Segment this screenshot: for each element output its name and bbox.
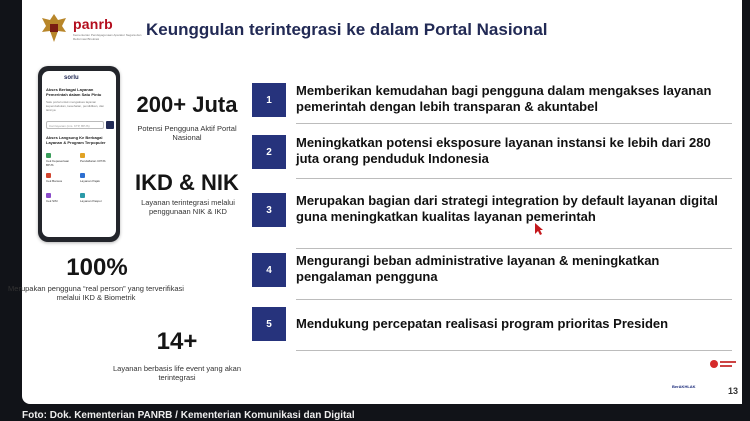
bangga-melayani-logo-icon xyxy=(708,356,738,378)
phone-screen xyxy=(42,71,116,237)
item-text: Mengurangi beban administrative layanan & meningkatkan pengalaman pengguna xyxy=(296,253,660,284)
service-icon xyxy=(80,153,85,158)
phone-paragraph: Satu portal untuk mengakses layanan kependudukan, kesehatan, pendidikan, dan lainnya xyxy=(46,100,105,112)
phone-search-button xyxy=(106,121,114,129)
phone-service: Layanan Paspor xyxy=(80,193,110,203)
stat-value: 100% xyxy=(66,254,128,281)
phone-mockup xyxy=(38,66,120,242)
stat-value: 200+ Juta xyxy=(136,92,238,117)
service-icon xyxy=(80,193,85,198)
berakhlak-logo: BerAKHLAK xyxy=(672,384,696,389)
app-logo: sorlu xyxy=(64,75,79,81)
image-caption: Foto: Dok. Kementerian PANRB / Kementerian Komunikasi dan Digital xyxy=(22,410,355,421)
slide-title: Keunggulan terintegrasi ke dalam Portal Nasional xyxy=(146,20,548,39)
divider xyxy=(296,178,732,179)
item-text: Meningkatkan potensi eksposure layanan instansi ke lebih dari 280 juta orang penduduk Indonesia xyxy=(296,135,711,166)
phone-service: Cek SIM xyxy=(46,193,76,203)
stat-value: 14+ xyxy=(156,328,198,355)
service-icon xyxy=(46,193,51,198)
item-number: 4 xyxy=(252,253,286,287)
stat-value: IKD & NIK xyxy=(135,170,239,195)
mouse-cursor-icon xyxy=(534,222,544,236)
divider xyxy=(296,248,732,249)
slide xyxy=(8,0,742,404)
service-icon xyxy=(46,153,51,158)
item-text: Mendukung percepatan realisasi program prioritas Presiden xyxy=(296,316,669,331)
brand-name: panrb xyxy=(73,16,113,32)
phone-search-input: Cari layanan (mis. KTP, BPJS) xyxy=(46,121,104,129)
brand-subtitle: Kementerian Pendayagunaan Aparatur Negara dan Reformasi Birokrasi xyxy=(73,33,142,41)
stat-description: Layanan terintegrasi melalui penggunaan NIK & IKD xyxy=(141,198,235,216)
phone-service: Cek Kepesertaan BPJS xyxy=(46,153,76,167)
service-icon xyxy=(46,173,51,178)
stat-description: Layanan berbasis life event yang akan terintegrasi xyxy=(112,364,241,382)
phone-heading: Akses Berbagai Layanan Pemerintah dalam Satu Pintu xyxy=(46,87,102,97)
phone-service: Pendaftaran CPNS xyxy=(80,153,110,163)
phone-service: Layanan Pajak xyxy=(80,173,110,183)
item-number: 5 xyxy=(252,307,286,341)
panrb-logo xyxy=(40,10,150,50)
divider xyxy=(296,299,732,300)
stat-description: Potensi Pengguna Aktif Portal Nasional xyxy=(137,124,237,142)
item-text: Merupakan bagian dari strategi integration by default layanan digital guna meningkatkan kualitas layanan pemerintah xyxy=(296,193,718,224)
divider xyxy=(296,350,732,351)
page-number: 13 xyxy=(728,386,739,396)
garuda-emblem-icon xyxy=(40,12,68,44)
service-icon xyxy=(80,173,85,178)
phone-subheading: Akses Langsung Ke Berbagai Layanan & Program Terpopuler xyxy=(46,135,106,145)
item-number: 2 xyxy=(252,135,286,169)
item-number: 1 xyxy=(252,83,286,117)
item-text: Memberikan kemudahan bagi pengguna dalam mengakses layanan pemerintah dengan lebih transparan & akuntabel xyxy=(296,83,712,114)
stat-description: Merupakan pengguna “real person” yang terverifikasi melalui IKD & Biometrik xyxy=(8,284,184,302)
phone-service: Cek Bansos xyxy=(46,173,76,183)
divider xyxy=(296,123,732,124)
item-number: 3 xyxy=(252,193,286,227)
